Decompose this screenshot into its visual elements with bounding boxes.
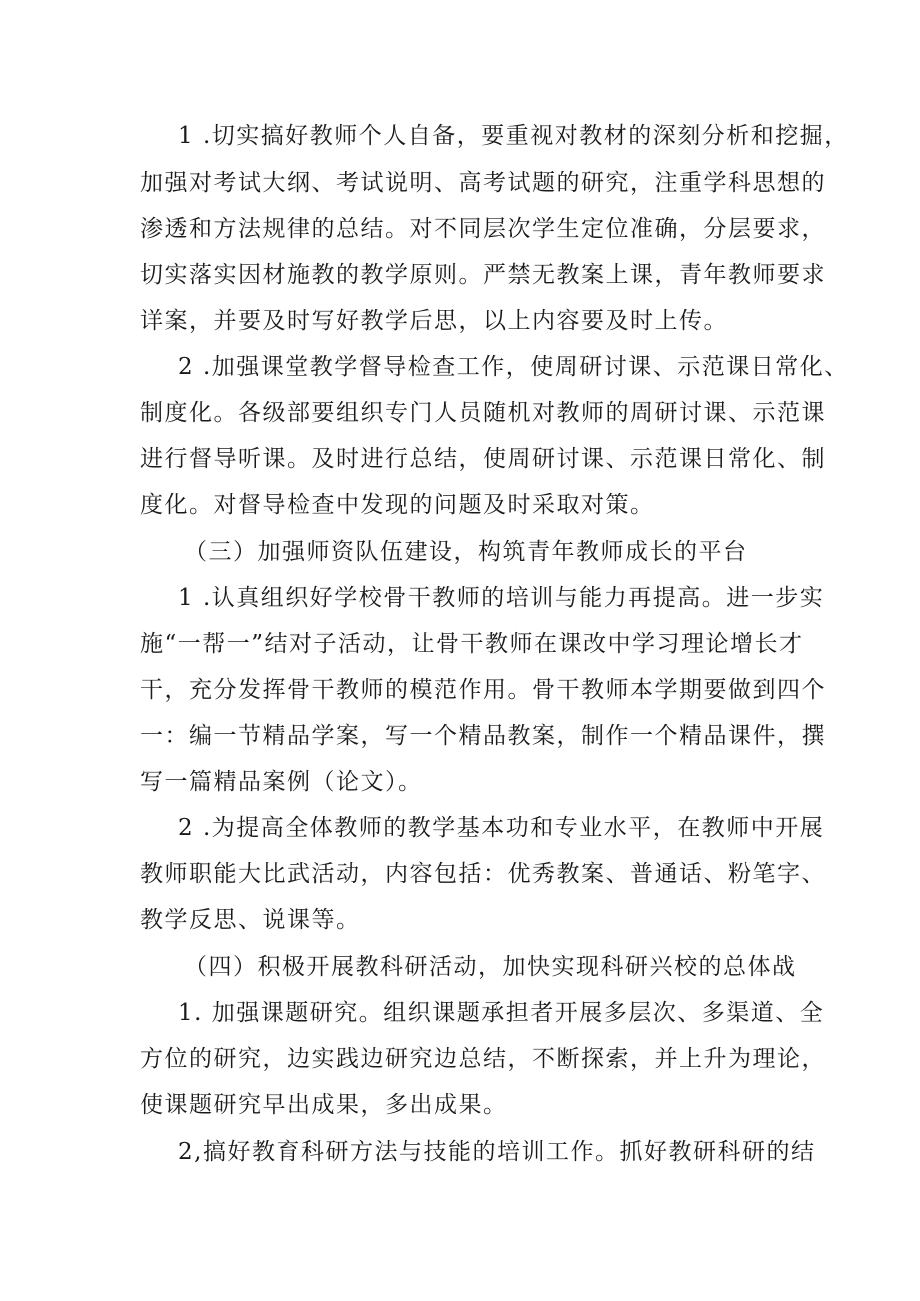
paragraph-3-line-4: 一：编一节精品学案，写一个精品教案，制作一个精品课件，撰 xyxy=(140,723,826,749)
paragraph-4-line-3: 教学反思、说课等。 xyxy=(140,907,361,933)
paragraph-4-line-1: 2 .为提高全体教师的教学基本功和专业水平，在教师中开展 xyxy=(178,815,825,841)
paragraph-1-line-1: 1 .切实搞好教师个人自备，要重视对教材的深刻分析和挖掘， xyxy=(178,123,849,149)
paragraph-5-line-2: 方位的研究，边实践边研究边总结，不断探索，并上升为理论， xyxy=(140,1046,826,1072)
paragraph-2-line-1: 2 .加强课堂教学督导检查工作，使周研讨课、示范课日常化、 xyxy=(178,354,849,380)
paragraph-2-line-3: 进行督导听课。及时进行总结，使周研讨课、示范课日常化、制 xyxy=(140,446,826,472)
paragraph-2-line-4: 度化。对督导检查中发现的问题及时采取对策。 xyxy=(140,492,655,518)
paragraph-2-line-2: 制度化。各级部要组织专门人员随机对教师的周研讨课、示范课 xyxy=(140,400,826,426)
paragraph-1-line-2: 加强对考试大纲、考试说明、高考试题的研究，注重学科思想的 xyxy=(140,170,826,196)
paragraph-3-line-3: 干，充分发挥骨干教师的模范作用。骨干教师本学期要做到四个 xyxy=(140,677,826,703)
paragraph-5-line-1: 1. 加强课题研究。组织课题承担者开展多层次、多渠道、全 xyxy=(178,1000,825,1026)
paragraph-3-line-1: 1 .认真组织好学校骨干教师的培训与能力再提高。进一步实 xyxy=(178,585,825,611)
paragraph-3-line-5: 写一篇精品案例（论文）。 xyxy=(140,769,423,795)
paragraph-1-line-4: 切实落实因材施教的教学原则。严禁无教案上课，青年教师要求 xyxy=(140,262,826,288)
section-heading-3: （三）加强师资队伍建设，构筑青年教师成长的平台 xyxy=(184,539,748,565)
section-heading-4: （四）积极开展教科研活动，加快实现科研兴校的总体战 xyxy=(184,954,797,980)
paragraph-6-line-1: 2,搞好教育科研方法与技能的培训工作。抓好教研科研的结 xyxy=(178,1139,816,1165)
paragraph-5-line-3: 使课题研究早出成果，多出成果。 xyxy=(140,1092,508,1118)
paragraph-1-line-3: 渗透和方法规律的总结。对不同层次学生定位准确，分层要求， xyxy=(140,216,826,242)
paragraph-4-line-2: 教师职能大比武活动，内容包括：优秀教案、普通话、粉笔字、 xyxy=(140,861,826,887)
paragraph-3-line-2: 施“一帮一”结对子活动，让骨干教师在课改中学习理论增长才 xyxy=(140,631,804,657)
paragraph-1-line-5: 详案，并要及时写好教学后思，以上内容要及时上传。 xyxy=(140,308,728,334)
